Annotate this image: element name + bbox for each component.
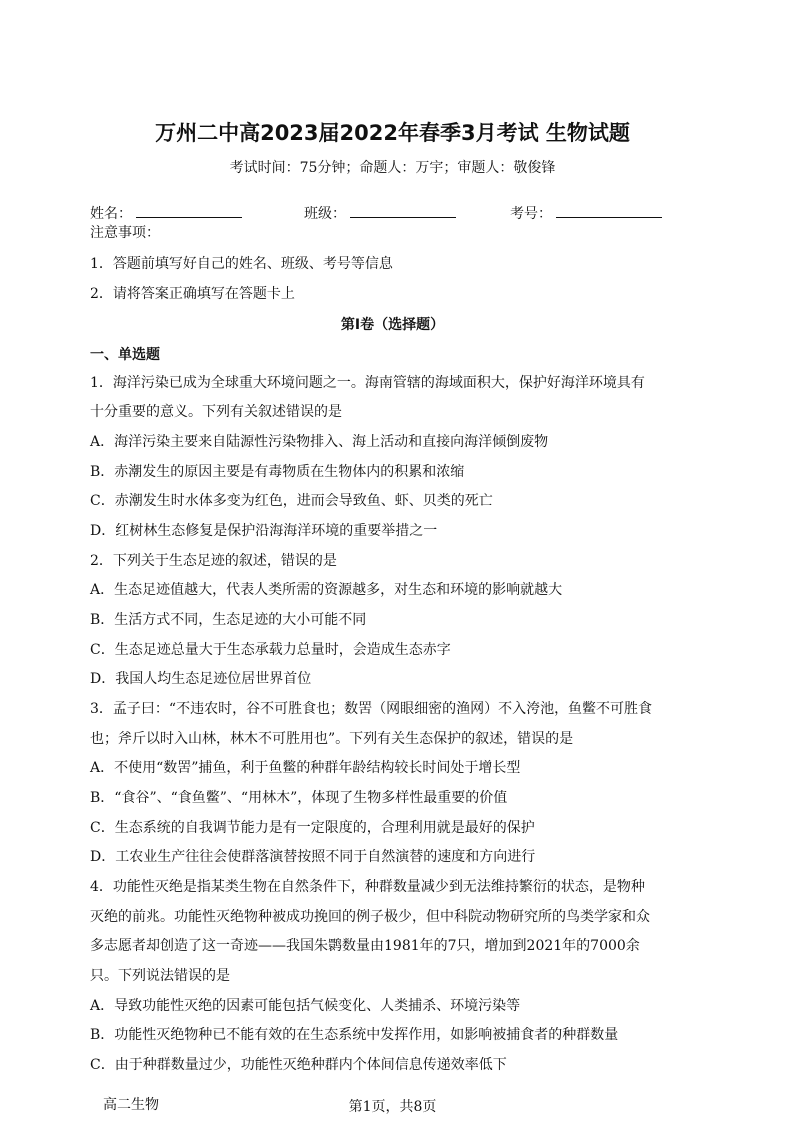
question-option: B．功能性灭绝物种已不能有效的在生态系统中发挥作用，如影响被捕食者的种群数量 — [90, 1027, 619, 1043]
name-label: 姓名： — [90, 206, 132, 222]
class-label: 班级： — [304, 206, 346, 222]
question-option: B．赤潮发生的原因主要是有毒物质在生物体内的积累和浓缩 — [90, 464, 465, 480]
question-option: C．生态足迹总量大于生态承载力总量时，会造成生态赤字 — [90, 642, 451, 658]
note-item: 1．答题前填写好自己的姓名、班级、考号等信息 — [90, 256, 393, 272]
number-blank — [556, 203, 662, 218]
question-stem: 多志愿者却创造了这一奇迹——我国朱鹮数量由1981年的7只，增加到2021年的7000余 — [90, 938, 640, 954]
question-option: B．生活方式不同，生态足迹的大小可能不同 — [90, 612, 367, 628]
section-heading: 一、单选题 — [90, 347, 160, 363]
question-stem: 1．海洋污染已成为全球重大环境问题之一。海南管辖的海域面积大，保护好海洋环境具有 — [90, 375, 645, 391]
question-stem: 4．功能性灭绝是指某类生物在自然条件下，种群数量减少到无法维持繁衍的状态，是物种 — [90, 879, 645, 895]
name-blank — [136, 203, 242, 218]
question-option: D．工农业生产往往会使群落演替按照不同于自然演替的速度和方向进行 — [90, 849, 536, 865]
question-stem: 也；斧斤以时入山林，林木不可胜用也”。下列有关生态保护的叙述，错误的是 — [90, 731, 574, 747]
question-option: C．生态系统的自我调节能力是有一定限度的，合理利用就是最好的保护 — [90, 820, 535, 836]
number-label: 考号： — [510, 206, 552, 222]
page-number: 第1页，共8页 — [348, 1099, 437, 1115]
notes-title: 注意事项： — [90, 225, 160, 241]
question-stem: 十分重要的意义。下列有关叙述错误的是 — [90, 404, 342, 420]
name-field — [90, 203, 242, 224]
class-field — [304, 203, 456, 224]
question-stem: 灭绝的前兆。功能性灭绝物种被成功挽回的例子极少，但中科院动物研究所的鸟类学家和众 — [90, 909, 650, 925]
question-stem: 2．下列关于生态足迹的叙述，错误的是 — [90, 553, 337, 569]
question-option: B．“食谷”、“食鱼鳖”、“用林木”，体现了生物多样性最重要的价值 — [90, 790, 508, 806]
section-title: 第I卷（选择题） — [340, 317, 445, 333]
footer-subject: 高二生物 — [103, 1097, 159, 1113]
question-stem: 只。下列说法错误的是 — [90, 968, 230, 984]
class-blank — [350, 203, 456, 218]
question-stem: 3．孟子曰：“不违农时，谷不可胜食也；数罟（网眼细密的渔网）不入洿池，鱼鳖不可胜食 — [90, 701, 653, 717]
exam-info: 考试时间：75分钟；命题人：万宇；审题人：敬俊锋 — [229, 160, 556, 176]
question-option: A．导致功能性灭绝的因素可能包括气候变化、人类捕杀、环境污染等 — [90, 998, 521, 1014]
question-option: D．红树林生态修复是保护沿海海洋环境的重要举措之一 — [90, 523, 438, 539]
question-option: A．海洋污染主要来自陆源性污染物排入、海上活动和直接向海洋倾倒废物 — [90, 434, 549, 450]
question-option: A．生态足迹值越大，代表人类所需的资源越多，对生态和环境的影响就越大 — [90, 582, 563, 598]
question-option: C．赤潮发生时水体多变为红色，进而会导致鱼、虾、贝类的死亡 — [90, 493, 493, 509]
question-option: A．不使用“数罟”捕鱼，利于鱼鳖的种群年龄结构较长时间处于增长型 — [90, 760, 521, 776]
note-item: 2．请将答案正确填写在答题卡上 — [90, 286, 295, 302]
number-field — [510, 203, 662, 224]
page-title: 万州二中高2023届2022年春季3月考试 生物试题 — [155, 121, 630, 145]
question-option: D．我国人均生态足迹位居世界首位 — [90, 671, 312, 687]
question-option: C．由于种群数量过少，功能性灭绝种群内个体间信息传递效率低下 — [90, 1057, 507, 1073]
